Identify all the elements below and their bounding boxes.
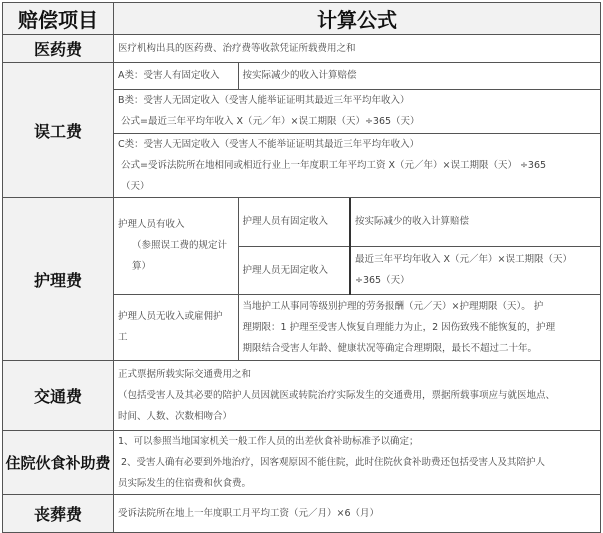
transport-line2: （包括受害人及其必要的陪护人员因就医或转院治疗实际发生的交通费用，票据所载事项应与就医地点、	[118, 390, 556, 401]
hospital-food-line2: 2、受害人确有必要到外地治疗，因客观原因不能住院，此时住院伙食补助费还包括受害人及其陪护人	[121, 457, 546, 468]
nursing-with-income	[114, 198, 238, 294]
transport-line3: 时间、人数、次数相吻合）	[118, 411, 233, 422]
transport-line1: 正式票据所载实际交通费用之和	[118, 369, 252, 380]
row-label-funeral: 丧葬费	[3, 495, 114, 533]
lost-wages-c-formula-cont: （天）	[121, 180, 150, 192]
row-label-lost-wages: 误工费	[3, 63, 114, 198]
lost-wages-c	[114, 133, 600, 197]
row-label-transport: 交通费	[3, 361, 114, 431]
row-label-nursing: 护理费	[3, 198, 114, 361]
nursing-no-income-rule-line3: 期限结合受害人年龄、健康状况等确定合理期限，最长不超过二十年。	[242, 342, 538, 354]
nursing-no-income-rule	[238, 294, 600, 360]
nursing-with-income-note: （参照误工费的规定计算）	[132, 240, 228, 273]
nursing-fixed-rule: 按实际减少的收入计算赔偿	[350, 198, 600, 246]
nursing-with-income-label: 护理人员有收入	[118, 219, 185, 231]
lost-wages-b-formula: 公式=最近三年平均年收入 X（元／年）×误工期限（天）÷365（天）	[121, 116, 420, 127]
table-row	[3, 198, 601, 361]
nursing-nonfixed-rule-line1: 最近三年平均年收入 X（元／年）×误工期限（天）	[355, 254, 572, 265]
nursing-cell	[114, 198, 601, 361]
lost-wages-cell	[114, 63, 601, 198]
nursing-no-income-rule-line2: 理期限：1 护理至受害人恢复自理能力为止，2 因伤致残不能恢复的，护理	[242, 321, 556, 333]
nursing-no-income-rule-line1: 当地护工从事同等级别护理的劳务报酬（元／天）×护理期限（天）。 护	[242, 300, 544, 312]
compensation-table	[2, 2, 601, 533]
nursing-no-income	[114, 294, 238, 360]
lost-wages-subtable	[114, 63, 600, 197]
nursing-nonfixed-rule-line2: ÷365（天）	[355, 275, 410, 286]
table-row	[3, 431, 601, 495]
hospital-food-formula	[114, 431, 601, 495]
transport-formula	[114, 361, 601, 431]
nursing-nonfixed-condition: 护理人员无固定收入	[238, 246, 350, 294]
row-label-medical: 医药费	[3, 35, 114, 63]
header-formula-column: 计算公式	[114, 3, 601, 35]
nursing-no-income-line2: 工	[118, 332, 128, 344]
lost-wages-c-condition: C类：受害人无固定收入（受害人不能举证证明其最近三年平均年收入）	[118, 138, 420, 150]
funeral-formula: 受诉法院所在地上一年度职工月平均工资（元／月）×6（月）	[114, 495, 601, 533]
table-row	[3, 35, 601, 63]
lost-wages-a-rule: 按实际减少的收入计算赔偿	[238, 63, 600, 89]
table-header-row	[3, 3, 601, 35]
nursing-subtable	[114, 198, 600, 360]
hospital-food-line3: 员实际发生的住宿费和伙食费。	[118, 478, 252, 489]
nursing-no-income-line1: 护理人员无收入或雇佣护	[118, 311, 223, 323]
nursing-nonfixed-rule	[350, 246, 600, 294]
hospital-food-line1: 1、可以参照当地国家机关一般工作人员的出差伙食补助标准予以确定；	[118, 436, 419, 447]
lost-wages-a-condition: A类：受害人有固定收入	[114, 63, 238, 89]
table-row	[3, 495, 601, 533]
table-row	[3, 361, 601, 431]
medical-formula: 医疗机构出具的医药费、治疗费等收款凭证所载费用之和	[114, 35, 601, 63]
header-item-column: 赔偿项目	[3, 3, 114, 35]
nursing-fixed-condition: 护理人员有固定收入	[238, 198, 350, 246]
lost-wages-b	[114, 89, 600, 133]
lost-wages-b-condition: B类：受害人无固定收入（受害人能举证证明其最近三年平均年收入）	[118, 95, 410, 106]
lost-wages-c-formula: 公式=受诉法院所在地相同或相近行业上一年度职工年平均工资 X（元／年）×误工期限（天） ÷365	[121, 159, 547, 171]
table-row	[3, 63, 601, 198]
row-label-hospital-food: 住院伙食补助费	[3, 431, 114, 495]
